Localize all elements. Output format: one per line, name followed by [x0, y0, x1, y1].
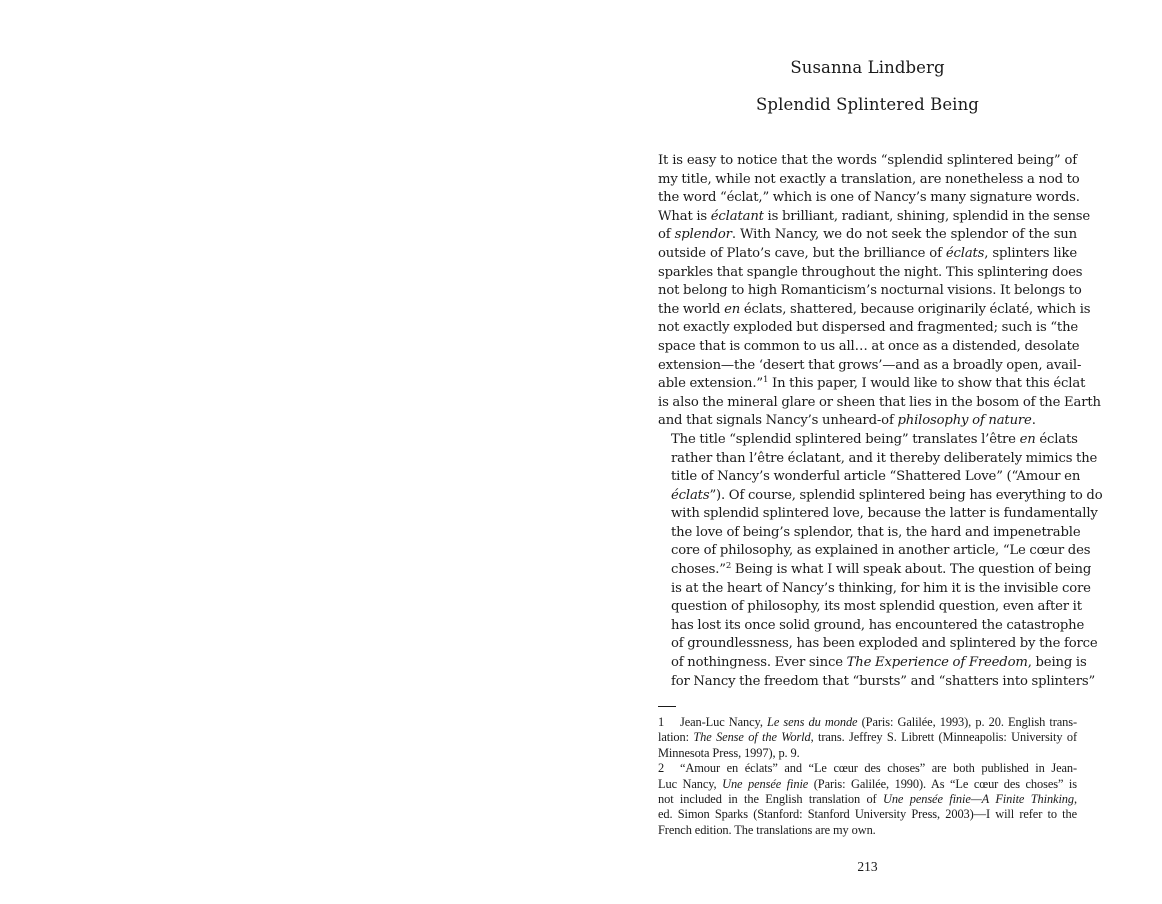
footnote-line: Luc Nancy, Une pensée finie (Paris: Galilée, 1990). As “Le cœur des choses” is	[658, 776, 1077, 791]
text-line: sparkles that spangle throughout the night. This splintering does	[658, 264, 1083, 280]
footnote-marker[interactable]: 1	[763, 375, 769, 386]
footnote-marker[interactable]: 2	[725, 561, 732, 572]
italic-text: Une pensée finie	[722, 776, 809, 791]
text-line: the love of being’s splendor, that is, the hard and impenetrable	[671, 524, 1081, 540]
italic-text: philosophy of nature	[897, 413, 1032, 429]
italic-text: splendor	[674, 227, 732, 243]
text-line: The title “splendid splintered being” translates l’être en éclats	[671, 431, 1078, 447]
text-line: extension—the ‘desert that grows’—and as a broadly open, avail-	[658, 357, 1082, 373]
text-line: the word “éclat,” which is one of Nancy’s many signature words.	[658, 190, 1080, 206]
text-line: has lost its once solid ground, has encountered the catastrophe	[671, 617, 1085, 633]
italic-text: en	[1019, 431, 1036, 447]
text-line: title of Nancy’s wonderful article “Shattered Love” (“Amour en	[671, 469, 1081, 485]
text-line: éclats”). Of course, splendid splintered being has everything to do	[671, 487, 1103, 503]
text-line: outside of Plato’s cave, but the brilliance of éclats, splinters like	[658, 245, 1077, 261]
text-line: What is éclatant is brilliant, radiant, shining, splendid in the sense	[658, 208, 1091, 224]
footnotes	[658, 715, 1077, 838]
text-line: not belong to high Romanticism’s nocturnal visions. It belongs to	[658, 283, 1082, 299]
italic-text: The Experience of Freedom	[846, 655, 1028, 671]
text-line: of groundlessness, has been exploded and splintered by the force	[671, 636, 1098, 652]
italic-text: éclats	[945, 245, 985, 261]
footnote	[658, 761, 1077, 838]
footnote-rule	[658, 706, 676, 707]
text-line: rather than l’être éclatant, and it thereby deliberately mimics the	[671, 450, 1098, 466]
text-line: for Nancy the freedom that “bursts” and “shatters into splinters”	[671, 673, 1096, 689]
text-line: able extension.”$^1$ In this paper, I would like to show that this éclat	[658, 375, 1086, 392]
text-line: and that signals Nancy’s unheard-of philosophy of nature.	[658, 413, 1036, 429]
text-line: the world en éclats, shattered, because originarily éclaté, which is	[658, 301, 1091, 317]
text-line: is at the heart of Nancy’s thinking, for him it is the invisible core	[671, 580, 1091, 596]
footnote-line: not included in the English translation of Une pensée finie—A Finite Thinking,	[658, 792, 1077, 807]
italic-text: Une pensée finie—A Finite Thinking	[882, 792, 1074, 807]
footnote-number: 2	[658, 761, 665, 776]
text-line: not exactly exploded but dispersed and fragmented; such is “the	[658, 320, 1079, 336]
footnote-line: French edition. The translations are my own.	[658, 822, 876, 837]
footnote-line: 1 Jean-Luc Nancy, Le sens du monde (Paris: Galilée, 1993), p. 20. English trans-	[658, 715, 1077, 729]
italic-text: Le sens du monde	[767, 715, 858, 729]
text-line: of nothingness. Ever since The Experience of Freedom, being is	[671, 655, 1087, 671]
text-line: question of philosophy, its most splendid question, even after it	[671, 599, 1082, 615]
italic-text: éclatant	[710, 208, 764, 224]
footnote-number: 1	[658, 715, 665, 729]
chapter-title: Splendid Splintered Being	[756, 95, 979, 114]
italic-text: The Sense of the World	[693, 730, 811, 745]
chapter-author: Susanna Lindberg	[790, 58, 945, 77]
text-line: core of philosophy, as explained in another article, “Le cœur des	[671, 543, 1091, 559]
paragraph	[658, 431, 1103, 691]
text-line: of splendor. With Nancy, we do not seek the splendor of the sun	[658, 227, 1077, 243]
footnote	[658, 715, 1077, 761]
italic-text: en	[724, 301, 741, 317]
footnote-line: Minnesota Press, 1997), p. 9.	[658, 745, 800, 760]
italic-text: éclats	[671, 487, 710, 503]
text-line: with splendid splintered love, because the latter is fundamentally	[671, 506, 1098, 522]
paragraph	[658, 152, 1101, 431]
text-line: is also the mineral glare or sheen that lies in the bosom of the Earth	[658, 394, 1101, 410]
footnote-line: 2 “Amour en éclats” and “Le cœur des choses” are both published in Jean-	[658, 761, 1077, 776]
text-line: choses.”$^2$ Being is what I will speak about. The question of being	[671, 561, 1092, 578]
footnote-line: ed. Simon Sparks (Stanford: Stanford University Press, 2003)—I will refer to the	[658, 807, 1077, 822]
page-number: 213	[857, 859, 878, 874]
text-line: space that is common to us all… at once as a distended, desolate	[658, 338, 1080, 354]
body-text	[658, 152, 1103, 691]
text-line: It is easy to notice that the words “splendid splintered being” of	[658, 153, 1077, 168]
text-line: my title, while not exactly a translation, are nonetheless a nod to	[658, 171, 1080, 187]
book-page	[658, 0, 1103, 904]
footnote-line: lation: The Sense of the World, trans. Jeffrey S. Librett (Minneapolis: University of	[658, 730, 1077, 745]
